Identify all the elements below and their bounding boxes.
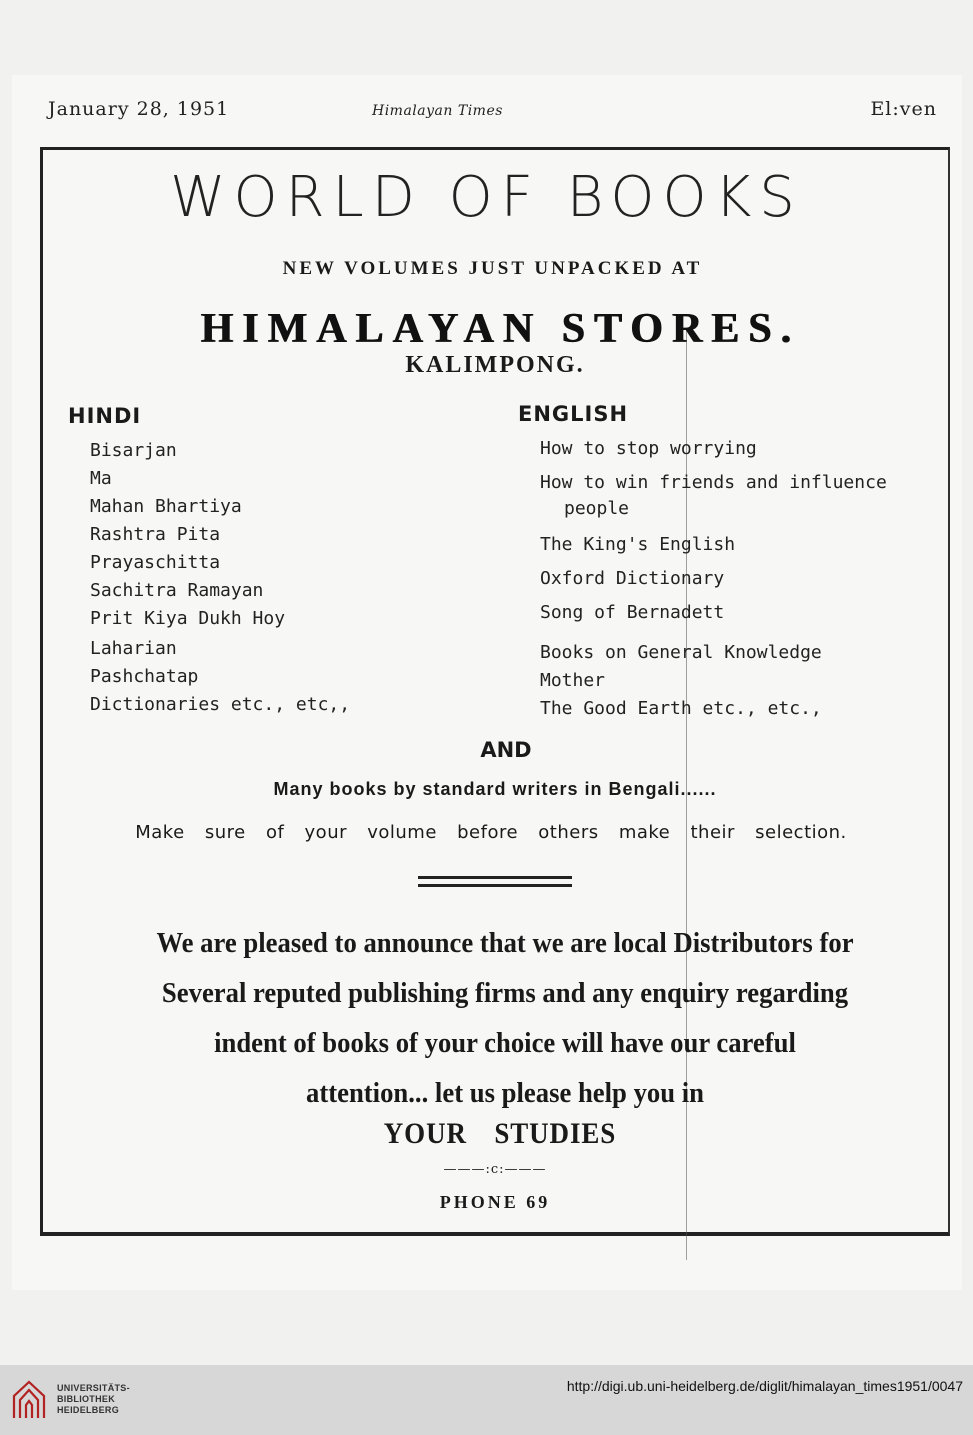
store-name: HIMALAYAN STORES. xyxy=(200,306,800,352)
page-number: El:ven xyxy=(870,98,937,120)
hindi-book: Dictionaries etc., etc,, xyxy=(90,694,351,715)
phone-number: PHONE 69 xyxy=(439,1192,551,1212)
hindi-book: Bisarjan xyxy=(90,440,177,461)
library-logo-icon xyxy=(10,1378,48,1422)
english-book: How to stop worrying xyxy=(540,438,757,459)
bengali-books-note: Many books by standard writers in Bengali...... xyxy=(273,779,717,799)
hindi-book: Mahan Bhartiya xyxy=(90,496,242,517)
english-book: people xyxy=(564,498,630,519)
divider-rule xyxy=(418,884,572,887)
announcement-line: Several reputed publishing firms and any enquiry regarding xyxy=(161,977,849,1009)
and-label: AND xyxy=(480,738,532,762)
hindi-book: Sachitra Ramayan xyxy=(90,580,264,601)
ornament-divider: ———:c:——— xyxy=(443,1162,547,1177)
english-book: Books on General Knowledge xyxy=(540,642,822,663)
distributor-announcement xyxy=(96,918,915,1118)
hindi-book: Rashtra Pita xyxy=(90,524,221,545)
hindi-book: Laharian xyxy=(90,638,177,659)
ad-title: WORLD OF BOOKS xyxy=(170,165,803,230)
english-book: The Good Earth etc., etc., xyxy=(540,698,822,719)
hindi-heading: HINDI xyxy=(68,404,142,428)
library-footer xyxy=(0,1365,973,1435)
your-studies-tagline: YOUR STUDIES xyxy=(383,1117,617,1150)
library-name xyxy=(57,1383,130,1416)
english-book: Song of Bernadett xyxy=(540,602,725,623)
hindi-book: Prit Kiya Dukh Hoy xyxy=(90,608,286,629)
library-name-line: UNIVERSITÄTS- xyxy=(57,1383,130,1393)
english-heading: ENGLISH xyxy=(518,402,629,426)
library-name-line: HEIDELBERG xyxy=(57,1405,120,1415)
announcement-line: indent of books of your choice will have our careful xyxy=(214,1027,796,1059)
store-town: KALIMPONG. xyxy=(405,352,585,378)
english-book: The King's English xyxy=(540,534,736,555)
hindi-book: Prayaschitta xyxy=(90,552,221,573)
announcement-line: We are pleased to announce that we are local Distributors for xyxy=(156,927,854,959)
english-book: Mother xyxy=(540,670,606,691)
selection-reminder: Make sure of your volume before others make their selection. xyxy=(135,822,847,843)
english-book: Oxford Dictionary xyxy=(540,568,725,589)
divider-rule xyxy=(418,876,572,879)
newspaper-name: Himalayan Times xyxy=(372,103,503,119)
english-book: How to win friends and influence xyxy=(540,472,887,493)
hindi-book: Ma xyxy=(90,468,112,489)
library-name-line: BIBLIOTHEK xyxy=(57,1394,115,1404)
source-url-link[interactable]: http://digi.ub.uni-heidelberg.de/diglit/himalayan_times1951/0047 xyxy=(566,1378,963,1394)
ad-subtitle: NEW VOLUMES JUST UNPACKED AT xyxy=(282,258,703,279)
issue-date: January 28, 1951 xyxy=(48,98,230,120)
announcement-line: attention... let us please help you in xyxy=(305,1077,705,1109)
hindi-book: Pashchatap xyxy=(90,666,199,687)
